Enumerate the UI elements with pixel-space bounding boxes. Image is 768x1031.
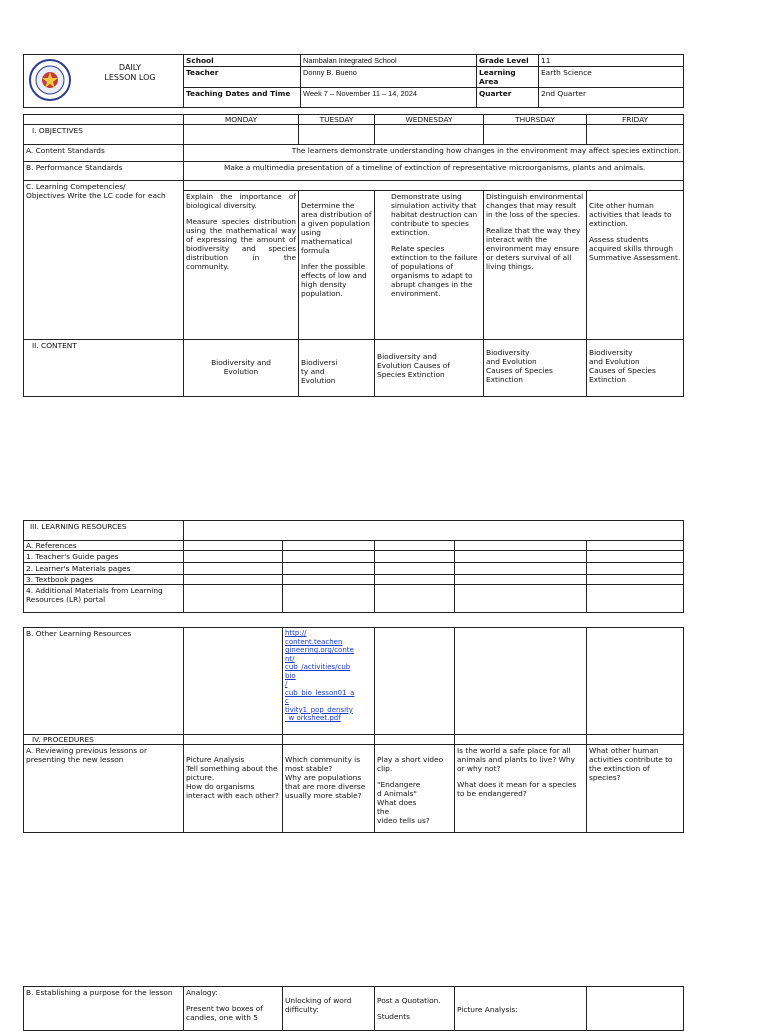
review-monday: Picture Analysis Tell something about the picture. How do organisms interact with each other? bbox=[184, 745, 283, 833]
teacher-value: Donny B. Bueno bbox=[301, 67, 477, 88]
content-thursday: Biodiversity and Evolution Causes of Species Extinction bbox=[484, 340, 587, 397]
objectives-table bbox=[23, 114, 684, 397]
procedures-heading: IV. PROCEDURES bbox=[24, 735, 184, 745]
review-wednesday: Play a short video clip. "Endangere d Animals" What does the video tells us? bbox=[375, 745, 455, 833]
content-standards-text: The learners demonstrate understanding how changes in the environment may affect species extinction. bbox=[184, 145, 684, 162]
header-table bbox=[23, 54, 684, 108]
purpose-wednesday: Post a Quotation. Students bbox=[375, 987, 455, 1031]
competency-wednesday: Demonstrate using simulation activity that habitat destruction can contribute to species extinction. Relate species extinction to the failure of populations of organisms to adapt to abrupt changes in the environment. bbox=[375, 191, 484, 340]
day-header-tuesday: TUESDAY bbox=[299, 115, 375, 125]
logo-cell bbox=[24, 55, 184, 108]
content-wednesday: Biodiversity and Evolution Causes of Species Extinction bbox=[375, 340, 484, 397]
learners-materials-label: 2. Learner's Materials pages bbox=[24, 563, 184, 575]
day-header-blank bbox=[24, 115, 184, 125]
grade-level-label: Grade Level bbox=[477, 55, 539, 67]
content-monday: Biodiversity and Evolution bbox=[184, 340, 299, 397]
deped-seal-logo bbox=[28, 58, 72, 102]
competency-friday: Cite other human activities that leads to extinction. Assess students acquired skills through Summative Assessment. bbox=[587, 191, 684, 340]
objectives-heading: I. OBJECTIVES bbox=[24, 125, 184, 145]
purpose-monday: Analogy: Present two boxes of candies, one with 5 bbox=[184, 987, 283, 1031]
content-standards-label: A. Content Standards bbox=[24, 145, 184, 162]
learning-area-value: Earth Science bbox=[539, 67, 684, 88]
day-header-wednesday: WEDNESDAY bbox=[375, 115, 484, 125]
teaching-dates-value: Week 7 – November 11 – 14, 2024 bbox=[301, 88, 477, 108]
review-thursday: Is the world a safe place for all animals and plants to live? Why or why not? What does it mean for a species to be endangered? bbox=[455, 745, 587, 833]
quarter-label: Quarter bbox=[477, 88, 539, 108]
quarter-value: 2nd Quarter bbox=[539, 88, 684, 108]
review-tuesday: Which community is most stable? Why are populations that are more diverse usually more stable? bbox=[283, 745, 375, 833]
competency-thursday: Distinguish environmental changes that may result in the loss of the species. Realize that the way they interact with the environment may ensure or deters survival of all living things. bbox=[484, 191, 587, 340]
resources-heading: III. LEARNING RESOURCES bbox=[24, 521, 184, 541]
resources-table bbox=[23, 520, 684, 613]
worksheet-link[interactable]: http:// content.teachen gineering.org/conte nt/ cub_/activities/cub bio / cub_bio_lesson01_a c tivity1_pop_density _w orksheet.pdf bbox=[283, 628, 375, 735]
review-friday: What other human activities contribute to the extinction of species? bbox=[587, 745, 684, 833]
performance-standards-text: Make a multimedia presentation of a timeline of extinction of representative microorganisms, plants and animals. bbox=[184, 162, 684, 181]
learning-area-label: Learning Area bbox=[477, 67, 539, 88]
day-header-monday: MONDAY bbox=[184, 115, 299, 125]
textbook-pages-label: 3. Textbook pages bbox=[24, 575, 184, 585]
competencies-label: C. Learning Competencies/ Objectives Write the LC code for each bbox=[24, 181, 184, 340]
teaching-dates-label: Teaching Dates and Time bbox=[184, 88, 301, 108]
day-header-friday: FRIDAY bbox=[587, 115, 684, 125]
reviewing-lesson-label: A. Reviewing previous lessons or presenting the new lesson bbox=[24, 745, 184, 833]
other-resources-label: B. Other Learning Resources bbox=[24, 628, 184, 735]
content-friday: Biodiversity and Evolution Causes of Species Extinction bbox=[587, 340, 684, 397]
purpose-thursday: Picture Analysis: bbox=[455, 987, 587, 1031]
competency-monday: Explain the importance of biological diversity. Measure species distribution using the mathematical way of expressing the amount of biodiversity and species distribution in the community. bbox=[184, 191, 299, 340]
purpose-tuesday: Unlocking of word difficulty: bbox=[283, 987, 375, 1031]
teachers-guide-label: 1. Teacher's Guide pages bbox=[24, 551, 184, 563]
procedures-table bbox=[23, 627, 684, 833]
grade-level-value: 11 bbox=[539, 55, 684, 67]
additional-materials-label: 4. Additional Materials from Learning Resources (LR) portal bbox=[24, 585, 184, 613]
references-label: A. References bbox=[24, 541, 184, 551]
lesson-log-title: DAILY LESSON LOG bbox=[104, 63, 156, 82]
content-tuesday: Biodiversi ty and Evolution bbox=[299, 340, 375, 397]
performance-standards-label: B. Performance Standards bbox=[24, 162, 184, 181]
day-header-thursday: THURSDAY bbox=[484, 115, 587, 125]
school-label: School bbox=[184, 55, 301, 67]
content-heading: II. CONTENT bbox=[24, 340, 184, 397]
purpose-table bbox=[23, 986, 684, 1031]
competency-tuesday: Determine the area distribution of a given population using mathematical formula Infer the possible effects of low and high density population. bbox=[299, 191, 375, 340]
teacher-label: Teacher bbox=[184, 67, 301, 88]
school-value: Nambalan Integrated School bbox=[301, 55, 477, 67]
establishing-purpose-label: B. Establishing a purpose for the lesson bbox=[24, 987, 184, 1031]
